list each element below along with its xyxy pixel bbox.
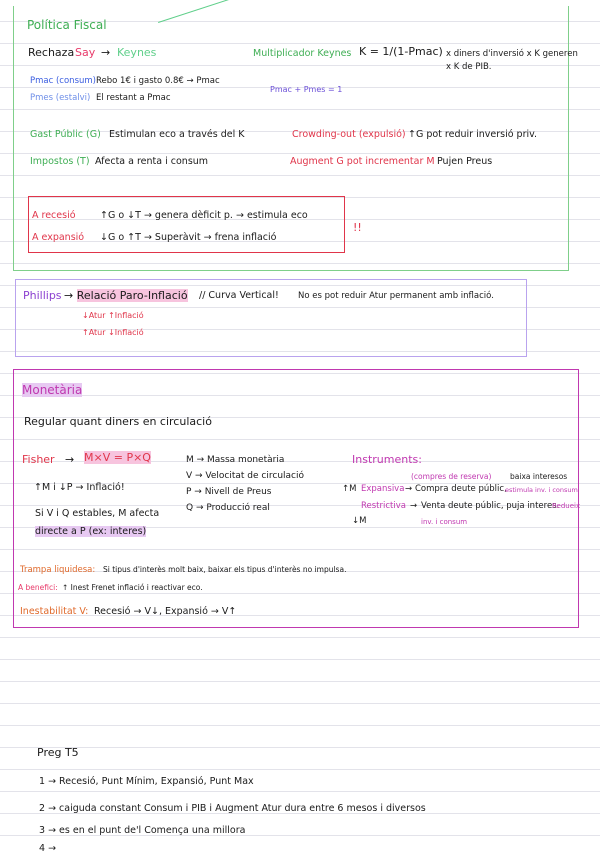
preg-q3: 3 → es en el punt de'l Comença una millora	[39, 825, 246, 836]
preg-q1: 1 → Recesió, Punt Mínim, Expansió, Punt Max	[39, 776, 254, 787]
pmac-label: Pmac (consum)	[30, 76, 96, 86]
pmac-text: Rebo 1€ i gasto 0.8€ → Pmac	[96, 76, 220, 86]
instruments-paren: (compres de reserva)	[411, 472, 492, 481]
preg-title: Preg T5	[37, 746, 79, 759]
def-m: M → Massa monetària	[186, 455, 285, 465]
instruments-title: Instruments:	[352, 453, 422, 466]
crowding-label: Crowding-out (expulsió)	[292, 129, 406, 140]
trampa-text: Si tipus d'interès molt baix, baixar els tipus d'interès no impulsa.	[103, 565, 347, 574]
multiplicador-formula: K = 1/(1-Pmac)	[359, 45, 443, 58]
phillips-line-2: ↑Atur ↓Inflació	[82, 328, 144, 337]
phillips-line-1: ↓Atur ↑Inflació	[82, 311, 144, 320]
abeneficio-label: A benefici:	[18, 583, 58, 592]
instruments-exp-tail: estimula inv. i consum	[505, 486, 578, 494]
multiplicador-note-1: x diners d'inversió x K generen	[446, 49, 578, 59]
preg-q2: 2 → caiguda constant Consum i PIB i Augment Atur dura entre 6 mesos i diversos	[39, 803, 426, 814]
instruments-res-tail: Redueix	[552, 502, 581, 510]
augment-text: Pujen Preus	[437, 156, 493, 167]
instruments-res-tail-2: inv. i consum	[421, 518, 468, 526]
phillips-relacio: → Relació Paro-Inflació	[64, 289, 188, 302]
fisher-arrow: →	[65, 453, 75, 466]
fisher-note-1: ↑M i ↓P → Inflació!	[34, 482, 125, 493]
fisher-formula	[84, 452, 151, 464]
instruments-res-text: Venta deute públic, puja interes.	[421, 501, 560, 511]
fisher-formula-text: M×V = P×Q	[84, 451, 151, 464]
rechaza-label: Rechaza	[28, 46, 75, 59]
trampa-label: Trampa liquidesa:	[20, 565, 96, 575]
arrow-say-keynes: →	[101, 46, 111, 59]
preg-q4: 4 →	[39, 843, 57, 854]
recesio-text: ↑G o ↓T → genera dèficit p. → estimula eco	[100, 210, 308, 221]
multiplicador-label: Multiplicador Keynes	[253, 48, 352, 59]
def-v: V → Velocitat de circulació	[186, 471, 304, 481]
phillips-title: Phillips	[23, 289, 62, 302]
gasto-label: Gast Públic (G)	[30, 129, 101, 140]
augment-label: Augment G pot incrementar M	[290, 156, 435, 167]
pmes-label: Pmes (estalvi)	[30, 93, 91, 103]
fiscal-policy-box	[28, 196, 345, 253]
instruments-exp-text: Compra deute públic,	[415, 484, 507, 494]
gasto-text: Estimulan eco a través del K	[109, 129, 245, 140]
impostos-text: Afecta a renta i consum	[95, 156, 209, 167]
expansio-text: ↓G o ↑T → Superàvit → frena inflació	[100, 232, 277, 243]
multiplicador-note-2: x K de PIB.	[446, 62, 492, 72]
pmes-text: El restant a Pmac	[96, 93, 171, 103]
exclaim-mark: !!	[353, 221, 362, 234]
monetaria-title	[22, 384, 82, 396]
inest-text: Recesió → V↓, Expansió → V↑	[94, 606, 237, 617]
keynes-label: Keynes	[117, 46, 157, 59]
instruments-res-arrow: →	[410, 501, 418, 511]
def-p: P → Nivell de Preus	[186, 487, 272, 497]
phillips-note: No es pot reduir Atur permanent amb inflació.	[298, 291, 494, 301]
fisher-note-3-text: directe a P (ex: interes)	[35, 526, 147, 537]
fisher-note-3	[35, 526, 146, 538]
abeneficio-text: ↑ Inest Frenet inflació i reactivar eco.	[62, 583, 203, 592]
fisher-label: Fisher	[22, 453, 55, 466]
instruments-expansiva: Expansiva	[361, 484, 405, 494]
expansio-label: A expansió	[32, 232, 85, 243]
pmac-pmes-sum: Pmac + Pmes = 1	[270, 85, 343, 94]
fisher-note-2: Si V i Q estables, M afecta	[35, 508, 160, 519]
say-label: Say	[75, 46, 96, 59]
recesio-label: A recesió	[32, 210, 76, 221]
inest-label: Inestabilitat V:	[20, 606, 89, 617]
phillips-relacio-text: Relació Paro-Inflació	[76, 289, 188, 302]
instruments-down-m: ↓M	[352, 516, 367, 526]
crowding-text: ↑G pot reduir inversió priv.	[408, 129, 538, 140]
instruments-restrictiva: Restrictiva	[361, 501, 406, 511]
phillips-curva: // Curva Vertical!	[199, 290, 279, 301]
def-q: Q → Producció real	[186, 503, 270, 513]
monetaria-title-text: Monetària	[22, 383, 83, 397]
instruments-up-m: ↑M	[342, 484, 357, 494]
instruments-exp-arrow: →	[405, 484, 413, 494]
monetaria-regular: Regular quant diners en circulació	[24, 415, 212, 428]
impostos-label: Impostos (T)	[30, 156, 90, 167]
fiscal-title: Política Fiscal	[27, 18, 107, 32]
instruments-baixa: baixa interesos	[510, 472, 568, 481]
